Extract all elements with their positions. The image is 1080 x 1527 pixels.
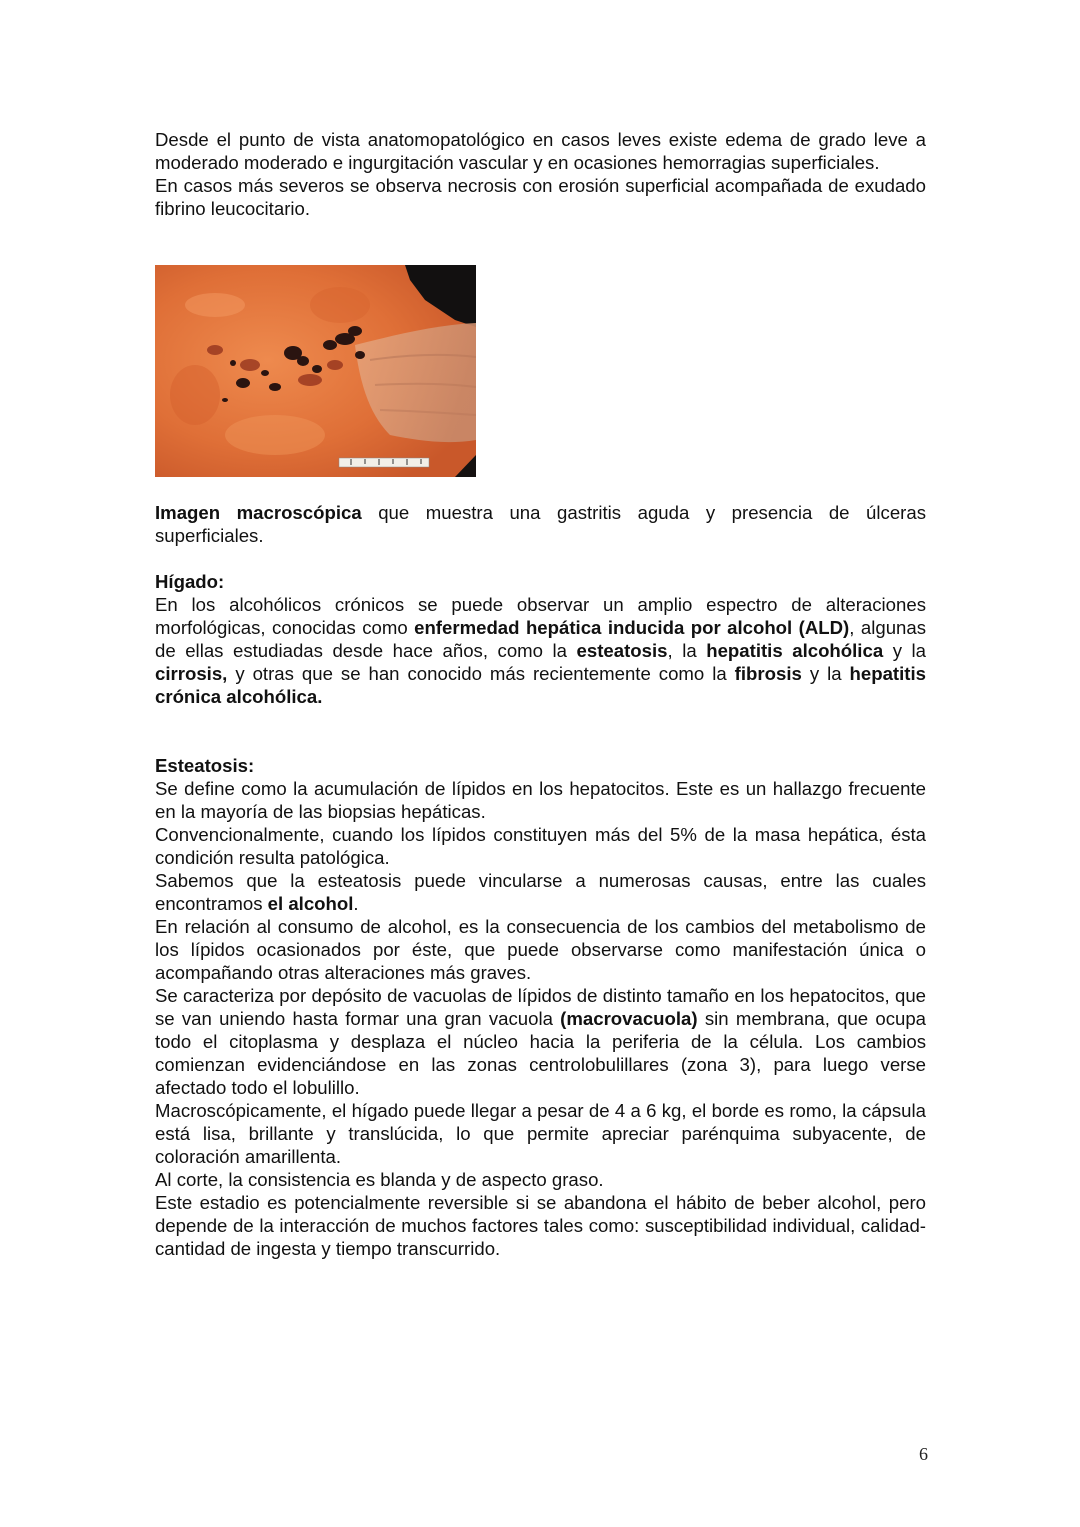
liver-bold-fibrosis: fibrosis — [734, 663, 802, 684]
steatosis-paragraph-3 — [155, 869, 926, 915]
steatosis-paragraph-4: En relación al consumo de alcohol, es la consecuencia de los cambios del metabolismo de los lípidos ocasionados por éste, que puede observarse como manifestación única o acompañando otras alteraciones más graves. — [155, 916, 926, 983]
intro-paragraph-2: En casos más severos se observa necrosis con erosión superficial acompañada de exudado fibrino leucocitario. — [155, 175, 926, 219]
gastritis-photo-drawing — [155, 265, 476, 477]
steatosis-p5-text: Se caracteriza por depósito de vacuolas de lípidos de distinto tamaño en los hepatocitos, que se van uniendo hasta formar una gran vacuola — [155, 985, 926, 1029]
steatosis-heading-text: Esteatosis: — [155, 755, 255, 776]
steatosis-p5-bold: (macrovacuola) — [560, 1008, 698, 1029]
liver-bold-hepatitis-cronica: hepatitis crónica alcohólica. — [155, 663, 926, 707]
intro-section — [155, 128, 926, 220]
steatosis-paragraph-6: Macroscópicamente, el hígado puede llegar a pesar de 4 a 6 kg, el borde es romo, la cápsula está lisa, brillante y translúcida, lo que permite apreciar parénquima subyacente, de coloración amarillenta. — [155, 1100, 926, 1167]
liver-heading — [155, 570, 926, 593]
steatosis-section — [155, 777, 926, 1260]
liver-bold-cirrosis: cirrosis, — [155, 663, 228, 684]
liver-paragraph — [155, 593, 926, 708]
gastritis-macroscopic-image — [155, 265, 476, 477]
steatosis-p3-end: . — [353, 893, 359, 914]
steatosis-p3-bold: el alcohol — [267, 893, 354, 914]
steatosis-paragraph-8: Este estadio es potencialmente reversible si se abandona el hábito de beber alcohol, pero depende de la interacción de muchos factores tales como: susceptibilidad individual, calidad-cantidad de ingesta y tiempo transcurrido. — [155, 1192, 926, 1259]
steatosis-p3-text: Sabemos que la esteatosis puede vincularse a numerosas causas, entre las cuales encontramos — [155, 870, 926, 914]
liver-section — [155, 593, 926, 708]
intro-paragraph-1: Desde el punto de vista anatomopatológico en casos leves existe edema de grado leve a moderado moderado e ingurgitación vascular y en ocasiones hemorragias superficiales. — [155, 129, 926, 173]
caption-bold: Imagen macroscópica — [155, 502, 362, 523]
caption-text: que muestra una gastritis aguda y presencia de úlceras superficiales. — [155, 502, 926, 546]
liver-bold-esteatosis: esteatosis — [576, 640, 668, 661]
steatosis-paragraph-7: Al corte, la consistencia es blanda y de aspecto graso. — [155, 1169, 604, 1190]
liver-text-4: y la — [883, 640, 927, 661]
liver-text-2: , algunas de ellas estudiadas desde hace años, como la — [155, 617, 927, 661]
liver-text-1: En los alcohólicos crónicos se puede observar un amplio espectro de alteraciones morfológicas, conocidas como — [155, 594, 926, 638]
liver-bold-ald: enfermedad hepática inducida por alcohol (ALD) — [414, 617, 850, 638]
liver-text-5: y otras que se han conocido más recientemente como la — [227, 663, 735, 684]
steatosis-paragraph-1: Se define como la acumulación de lípidos en los hepatocitos. Este es un hallazgo frecuente en la mayoría de las biopsias hepáticas. — [155, 778, 926, 822]
steatosis-paragraph-5 — [155, 984, 926, 1099]
figure-caption — [155, 501, 926, 547]
page-number: 6 — [919, 1444, 928, 1464]
steatosis-heading — [155, 754, 926, 777]
steatosis-paragraph-2: Convencionalmente, cuando los lípidos constituyen más del 5% de la masa hepática, ésta condición resulta patológica. — [155, 824, 926, 868]
steatosis-p5-end: sin membrana, que ocupa todo el citoplasma y desplaza el núcleo hacia la periferia de la célula. Los cambios comienzan evidenciándose en las zonas centrolobulillares (zona 3), para luego verse afectado todo el lobulillo. — [155, 1008, 927, 1098]
liver-text-3: , la — [667, 640, 707, 661]
liver-bold-hepatitis: hepatitis alcohólica — [706, 640, 884, 661]
liver-heading-text: Hígado: — [155, 571, 225, 592]
liver-text-6: y la — [801, 663, 850, 684]
